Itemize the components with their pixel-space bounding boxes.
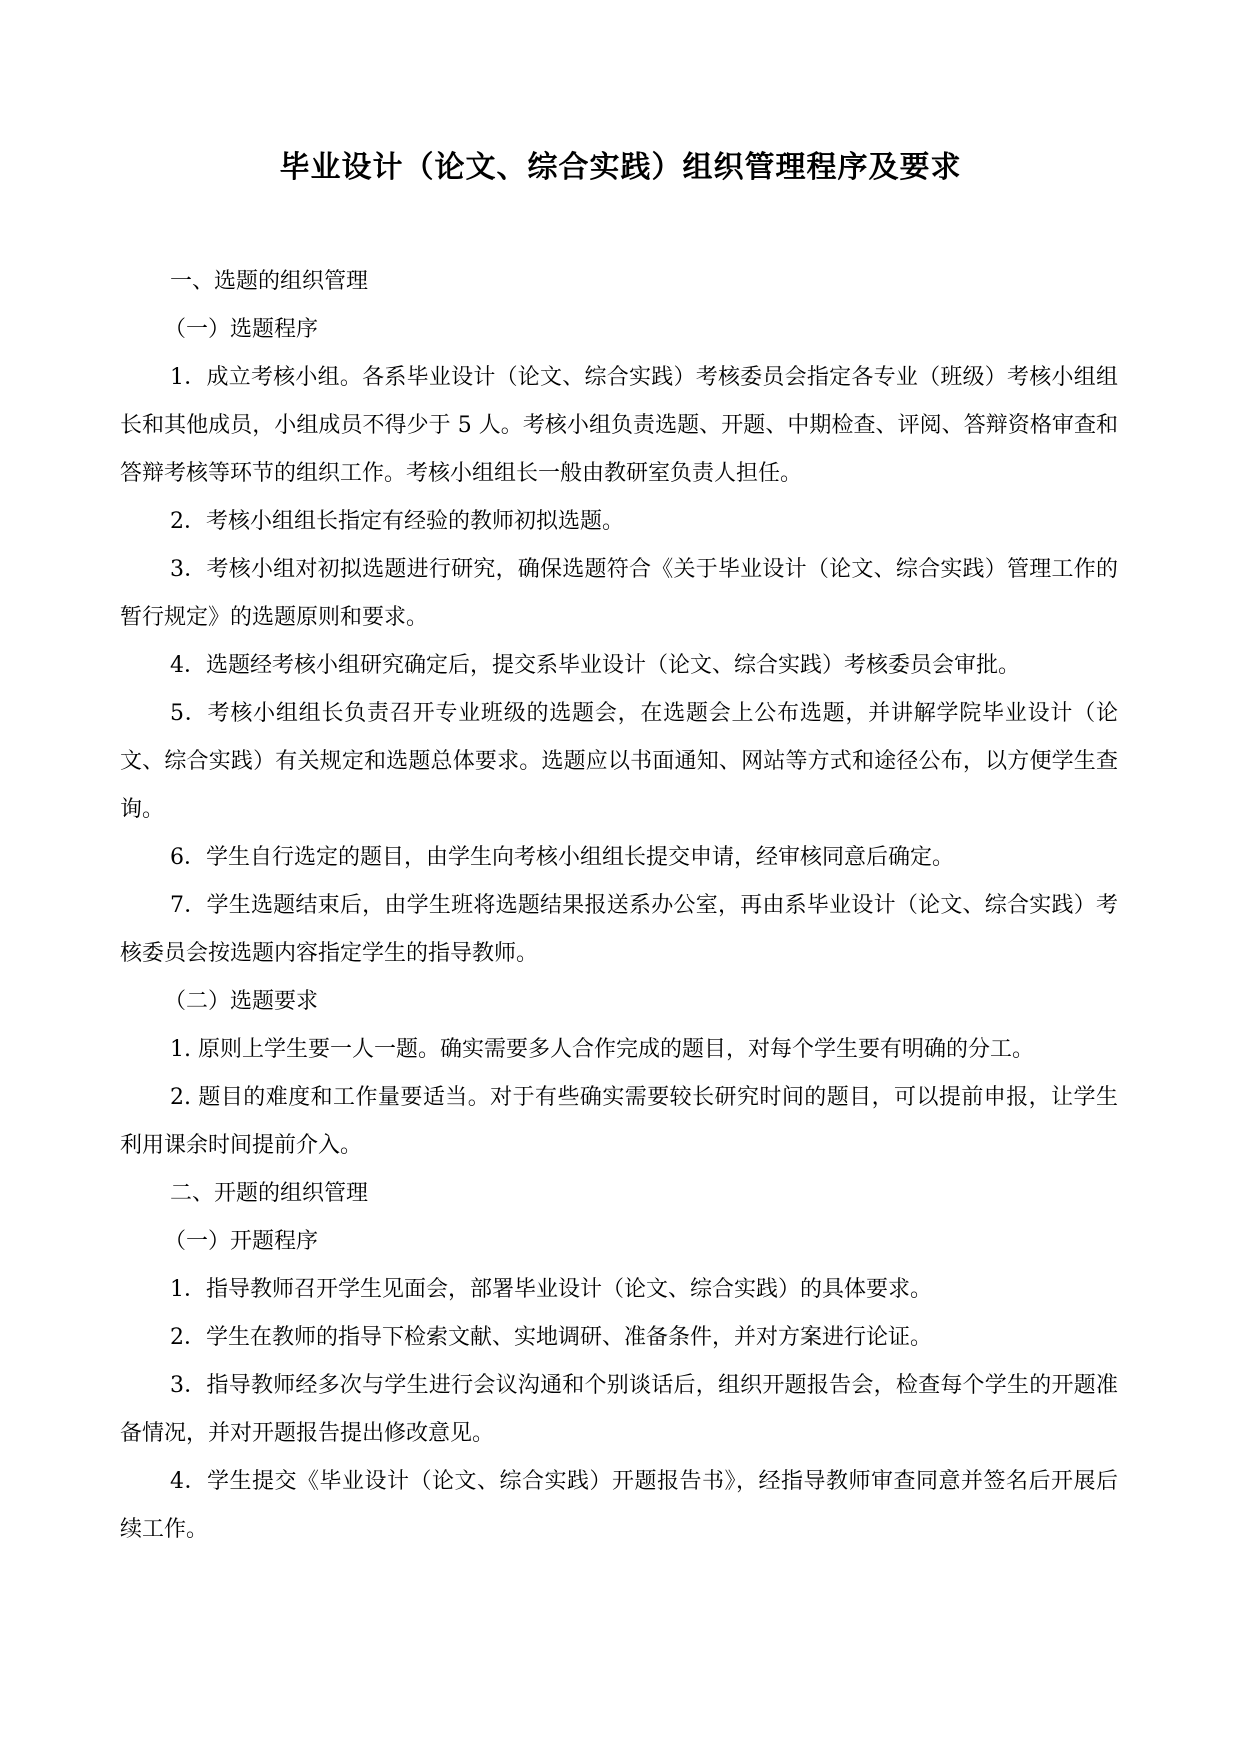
paragraph: 4．学生提交《毕业设计（论文、综合实践）开题报告书》，经指导教师审查同意并签名后开展后续工作。 [120,1469,1118,1542]
paragraph: 3．考核小组对初拟选题进行研究，确保选题符合《关于毕业设计（论文、综合实践）管理工作的暂行规定》的选题原则和要求。 [120,557,1118,630]
paragraph: 2．学生在教师的指导下检索文献、实地调研、准备条件，并对方案进行论证。 [170,1325,932,1350]
paragraph: 2．考核小组组长指定有经验的教师初拟选题。 [170,509,624,534]
paragraph: 2. 题目的难度和工作量要适当。对于有些确实需要较长研究时间的题目，可以提前申报，让学生利用课余时间提前介入。 [120,1085,1118,1158]
section-heading: 二、开题的组织管理 [170,1181,369,1206]
paragraph: 4．选题经考核小组研究确定后，提交系毕业设计（论文、综合实践）考核委员会审批。 [170,653,1020,678]
paragraph: 1．指导教师召开学生见面会，部署毕业设计（论文、综合实践）的具体要求。 [170,1277,932,1302]
paragraph: 1. 原则上学生要一人一题。确实需要多人合作完成的题目，对每个学生要有明确的分工。 [170,1037,1034,1062]
subsection-heading: （一）选题程序 [164,317,319,342]
subsection-heading: （一）开题程序 [164,1229,319,1254]
paragraph: 1．成立考核小组。各系毕业设计（论文、综合实践）考核委员会指定各专业（班级）考核小组组长和其他成员，小组成员不得少于 5 人。考核小组负责选题、开题、中期检查、评阅、答辩资格审查和答辩考核等环节的组织工作。考核小组组长一般由教研室负责人担任。 [120,365,1118,486]
document-body [120,258,1118,1554]
paragraph: 5．考核小组组长负责召开专业班级的选题会，在选题会上公布选题，并讲解学院毕业设计（论文、综合实践）有关规定和选题总体要求。选题应以书面通知、网站等方式和途径公布，以方便学生查询。 [120,701,1118,822]
section-heading: 一、选题的组织管理 [170,269,369,294]
paragraph: 6．学生自行选定的题目，由学生向考核小组组长提交申请，经审核同意后确定。 [170,845,954,870]
subsection-heading: （二）选题要求 [164,989,319,1014]
document-title: 毕业设计（论文、综合实践）组织管理程序及要求 [279,150,962,185]
paragraph: 3．指导教师经多次与学生进行会议沟通和个别谈话后，组织开题报告会，检查每个学生的开题准备情况，并对开题报告提出修改意见。 [120,1373,1118,1446]
paragraph: 7．学生选题结束后，由学生班将选题结果报送系办公室，再由系毕业设计（论文、综合实践）考核委员会按选题内容指定学生的指导教师。 [120,893,1118,966]
